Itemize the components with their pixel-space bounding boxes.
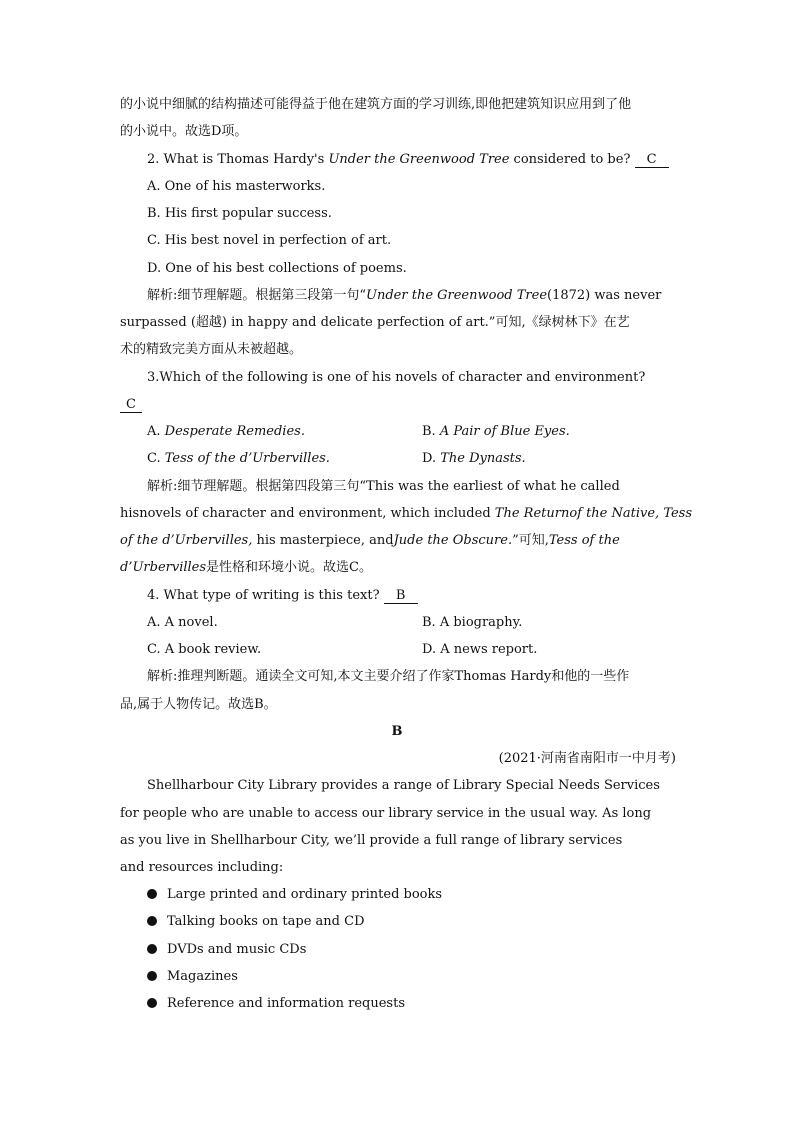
question-text: 4. What type of writing is this text? <box>147 588 384 603</box>
bullet-icon <box>147 998 157 1008</box>
explanation-text: 解析:细节理解题。根据第四段第三句“This was the earliest of what he called <box>147 479 620 494</box>
list-item: Talking books on tape and CD <box>147 913 676 931</box>
explanation-text: d’Urbervilles是性格和环境小说。故选C。 <box>120 560 372 575</box>
passage-text: as you live in Shellharbour City, we’ll provide a full range of library services <box>120 833 623 848</box>
question-text: considered to be? <box>509 152 635 167</box>
option: C. His best novel in perfection of art. <box>147 233 392 248</box>
option: Desperate Remedies. <box>164 424 305 439</box>
explanation-text: 的小说中细腻的结构描述可能得益于他在建筑方面的学习训练,即他把建筑知识应用到了他 <box>120 97 632 112</box>
option: C. A book review. <box>147 642 262 657</box>
list-item: Large printed and ordinary printed books <box>147 886 676 904</box>
question-4 <box>147 587 676 605</box>
option: D. One of his best collections of poems. <box>147 261 407 276</box>
explanation-text: hisnovels of character and environment, which included The Returnof the Native, Tess <box>120 506 693 521</box>
option: The Dynasts. <box>440 451 526 466</box>
option: B. A biography. <box>422 615 523 630</box>
explanation-text: 解析:细节理解题。根据第三段第一句“Under the Greenwood Tree(1872) was never <box>147 288 662 303</box>
passage-text: Shellharbour City Library provides a range of Library Special Needs Services <box>147 778 660 793</box>
source-note: (2021·河南省南阳市一中月考) <box>498 751 676 766</box>
option: D. A news report. <box>422 642 538 657</box>
option: A Pair of Blue Eyes. <box>439 424 570 439</box>
explanation-text: 术的精致完美方面从未被超越。 <box>120 342 303 357</box>
answer-blank: B <box>384 589 418 604</box>
explanation-text: 品,属于人物传记。故选B。 <box>120 697 277 712</box>
passage-text: for people who are unable to access our library service in the usual way. As long <box>120 806 652 821</box>
option: Tess of the d’Urbervilles. <box>164 451 330 466</box>
bullet-icon <box>147 944 157 954</box>
option-row: A. Desperate Remedies. B. A Pair of Blue Eyes. <box>147 424 570 439</box>
bullet-icon <box>147 971 157 981</box>
section-heading: B <box>391 724 403 739</box>
book-title: Under the Greenwood Tree <box>328 152 510 167</box>
option: B. His first popular success. <box>147 206 332 221</box>
option-row <box>147 614 676 632</box>
answer-line <box>120 396 676 414</box>
explanation-text: of the d’Urbervilles, his masterpiece, andJude the Obscure.”可知,Tess of the <box>120 533 620 548</box>
option-row <box>147 641 676 659</box>
explanation-text: 的小说中。故选D项。 <box>120 124 248 139</box>
list-item: Magazines <box>147 968 676 986</box>
explanation-text: surpassed (超越) in happy and delicate perfection of art.”可知,《绿树林下》在艺 <box>120 315 630 330</box>
bullet-icon <box>147 889 157 899</box>
option-row: C. Tess of the d’Urbervilles. D. The Dynasts. <box>147 451 526 466</box>
question-text: 2. What is Thomas Hardy's <box>147 152 329 167</box>
question-3: 3.Which of the following is one of his novels of character and environment? <box>147 370 646 385</box>
question-2 <box>147 151 676 169</box>
answer-blank: C <box>635 153 669 168</box>
option: A. A novel. <box>147 615 218 630</box>
bullet-icon <box>147 916 157 926</box>
passage-text: and resources including: <box>120 860 284 875</box>
answer-blank: C <box>120 398 142 413</box>
list-item: Reference and information requests <box>147 995 676 1013</box>
list-item: DVDs and music CDs <box>147 941 676 959</box>
explanation-text: 解析:推理判断题。通读全文可知,本文主要介绍了作家Thomas Hardy和他的一些作 <box>147 669 630 684</box>
option: A. One of his masterworks. <box>147 179 326 194</box>
